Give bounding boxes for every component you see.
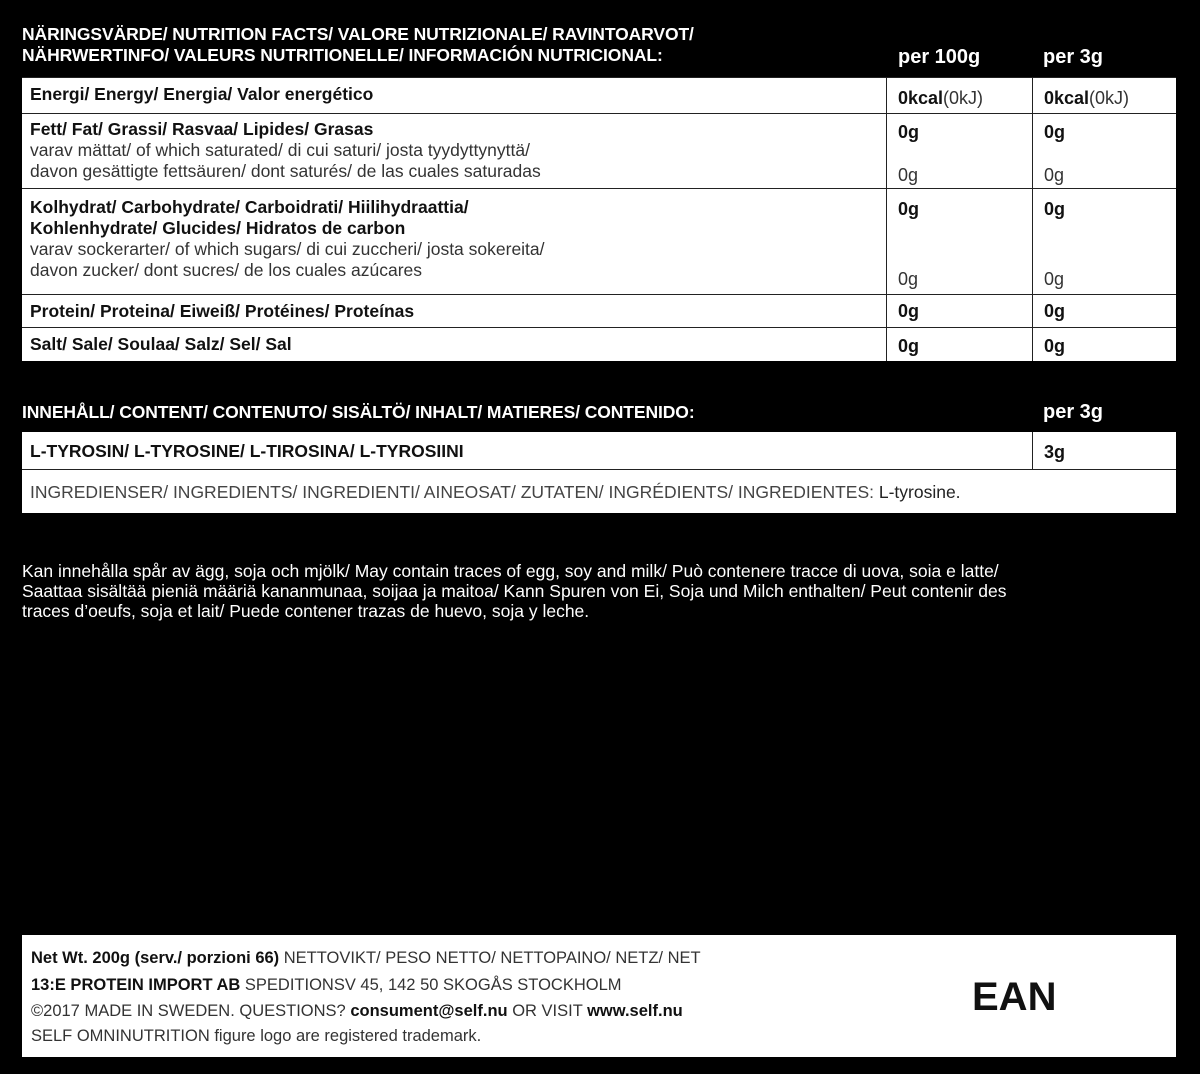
content-col-header-per3g: per 3g bbox=[1043, 401, 1104, 423]
table-row-protein bbox=[22, 294, 1176, 328]
trademark-line: SELF OMNINUTRITION figure logo are registered trademark. bbox=[31, 1027, 482, 1045]
row-label: Protein/ Proteina/ Eiweiß/ Protéines/ Proteínas bbox=[30, 301, 415, 321]
col-header-per100g: per 100g bbox=[898, 46, 981, 68]
row-sublabel: davon zucker/ dont sucres/ de los cuales azúcares bbox=[30, 260, 423, 280]
value-saturated-per100g: 0g bbox=[898, 165, 919, 185]
net-weight: Net Wt. 200g (serv./ porzioni 66) bbox=[31, 949, 280, 967]
nutrition-header bbox=[22, 24, 694, 66]
table-row-energy bbox=[22, 77, 1176, 114]
row-sublabel: davon gesättigte fettsäuren/ dont saturés/ de las cuales saturadas bbox=[30, 161, 541, 181]
company-address: SPEDITIONSV 45, 142 50 SKOGÅS STOCKHOLM bbox=[240, 976, 622, 994]
nutrition-table bbox=[22, 77, 1176, 361]
value-per100g: 0kcal(0kJ) bbox=[898, 88, 984, 108]
ingredients-text bbox=[30, 482, 961, 503]
value-per3g: 0g bbox=[1044, 199, 1066, 219]
value-per100g: 0g bbox=[898, 336, 920, 356]
col-header-per3g: per 3g bbox=[1043, 46, 1104, 68]
row-label: Fett/ Fat/ Grassi/ Rasvaa/ Lipides/ Grasas bbox=[30, 119, 374, 139]
value-per3g: 0g bbox=[1044, 301, 1066, 321]
nutrition-header-line1: NÄRINGSVÄRDE/ NUTRITION FACTS/ VALORE NUTRIZIONALE/ RAVINTOARVOT/ bbox=[22, 24, 694, 44]
value-per100g: 0g bbox=[898, 199, 920, 219]
column-divider bbox=[1032, 432, 1033, 469]
value-saturated-per3g: 0g bbox=[1044, 165, 1065, 185]
value-per3g: 0kcal(0kJ) bbox=[1044, 88, 1130, 108]
row-label: Kolhydrat/ Carbohydrate/ Carboidrati/ Hiilihydraattia/ bbox=[30, 197, 469, 217]
contact-email-link[interactable]: consument@self.nu bbox=[350, 1002, 508, 1020]
footer-panel bbox=[22, 935, 1176, 1057]
table-row-carbohydrate bbox=[22, 188, 1176, 295]
warning-line: traces d’oeufs, soja et lait/ Puede contener trazas de huevo, soja y leche. bbox=[22, 601, 590, 621]
warning-line: Kan innehålla spår av ägg, soja och mjölk/ May contain traces of egg, soy and milk/ Può contenere tracce di uova, soia e latte/ bbox=[22, 561, 999, 581]
row-label-group bbox=[30, 119, 541, 182]
row-sublabel: varav mättat/ of which saturated/ di cui saturi/ josta tyydyttynyttä/ bbox=[30, 140, 530, 160]
value-per3g: 3g bbox=[1044, 442, 1066, 462]
table-row-fat bbox=[22, 113, 1176, 189]
row-label: Kohlenhydrate/ Glucides/ Hidratos de carbon bbox=[30, 218, 406, 238]
content-table bbox=[22, 432, 1176, 513]
row-label: Salt/ Sale/ Soulaa/ Salz/ Sel/ Sal bbox=[30, 334, 292, 354]
row-label: L-TYROSIN/ L-TYROSINE/ L-TIROSINA/ L-TYROSIINI bbox=[30, 441, 464, 461]
visit-text: OR VISIT bbox=[507, 1002, 588, 1020]
ingredients-value: L-tyrosine. bbox=[873, 482, 961, 502]
warning-line: Saattaa sisältää pieniä määriä kananmunaa, soijaa ja maitoa/ Kann Spuren von Ei, Soja und Milch enthalten/ Peut contenir des bbox=[22, 581, 1007, 601]
value-per100g: 0g bbox=[898, 122, 920, 142]
value-sugars-per3g: 0g bbox=[1044, 269, 1065, 289]
made-in-line bbox=[31, 1002, 683, 1021]
value-per3g: 0g bbox=[1044, 122, 1066, 142]
table-row-salt bbox=[22, 327, 1176, 362]
net-weight-label: NETTOVIKT/ PESO NETTO/ NETTOPAINO/ NETZ/ NET bbox=[279, 949, 701, 967]
row-label: Energi/ Energy/ Energia/ Valor energético bbox=[30, 84, 374, 104]
made-in-text: ©2017 MADE IN SWEDEN. QUESTIONS? bbox=[31, 1002, 351, 1020]
table-row-l-tyrosine bbox=[22, 432, 1176, 469]
nutrition-header-line2: NÄHRWERTINFO/ VALEURS NUTRITIONELLE/ INFORMACIÓN NUTRICIONAL: bbox=[22, 45, 663, 65]
ingredients-row bbox=[22, 469, 1176, 514]
row-sublabel: varav sockerarter/ of which sugars/ di cui zuccheri/ josta sokereita/ bbox=[30, 239, 545, 259]
ingredients-prefix: INGREDIENSER/ INGREDIENTS/ INGREDIENTI/ AINEOSAT/ ZUTATEN/ INGRÉDIENTS/ INGREDIENTES: bbox=[30, 482, 874, 502]
value-per3g: 0g bbox=[1044, 336, 1066, 356]
company-name: 13:E PROTEIN IMPORT AB bbox=[31, 976, 241, 994]
website-link[interactable]: www.self.nu bbox=[587, 1002, 683, 1020]
value-per100g: 0g bbox=[898, 301, 920, 321]
value-sugars-per100g: 0g bbox=[898, 269, 919, 289]
ean-barcode-placeholder: EAN bbox=[972, 975, 1057, 1019]
row-label-group bbox=[30, 197, 545, 281]
content-header: INNEHÅLL/ CONTENT/ CONTENUTO/ SISÄLTÖ/ INHALT/ MATIERES/ CONTENIDO: bbox=[22, 402, 695, 422]
net-weight-line bbox=[31, 949, 701, 968]
allergen-warning bbox=[22, 561, 1007, 621]
company-line bbox=[31, 976, 622, 995]
